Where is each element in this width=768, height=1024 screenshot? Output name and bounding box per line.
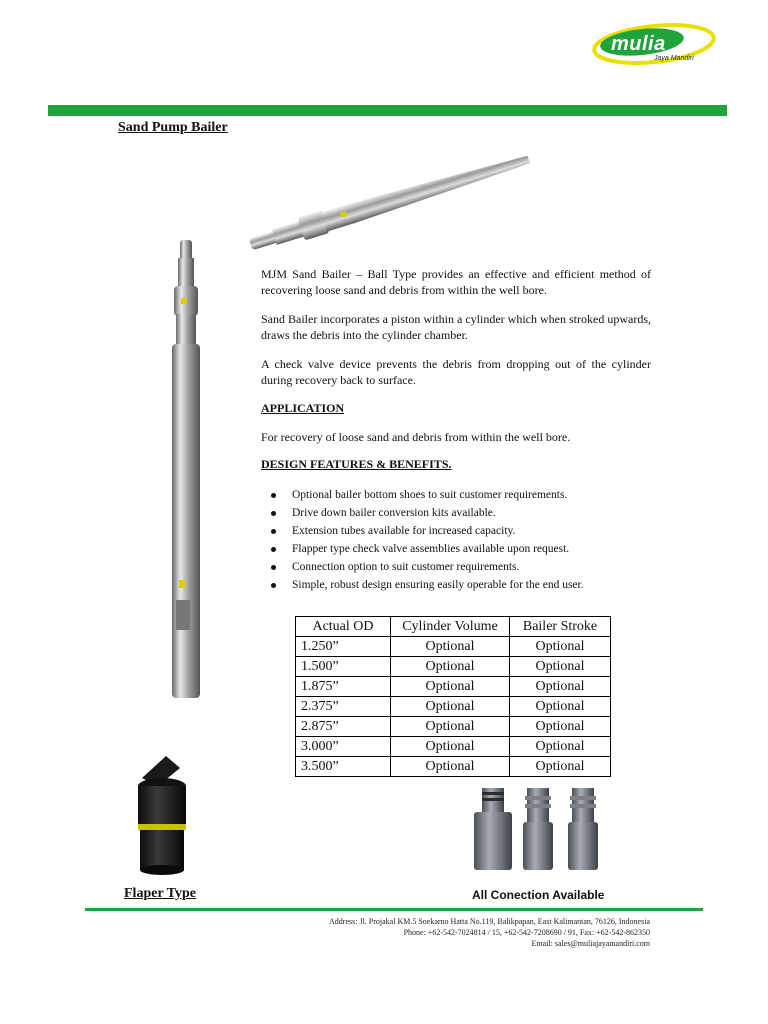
mechanism-paragraph: Sand Bailer incorporates a piston within a cylinder which when stroked upwards, draws the debris into the cylinder chamber.	[261, 312, 651, 342]
features-heading: DESIGN FEATURES & BENEFITS.	[261, 457, 452, 471]
table-cell: 1.500”	[296, 657, 391, 677]
list-item: Extension tubes available for increased capacity.	[270, 522, 584, 540]
table-cell: Optional	[510, 657, 611, 677]
bullet-icon	[271, 583, 276, 588]
flaper-type-caption: Flaper Type	[124, 886, 196, 901]
company-logo	[592, 22, 722, 68]
application-text: For recovery of loose sand and debris from within the well bore.	[261, 430, 571, 444]
intro-paragraph: MJM Sand Bailer – Ball Type provides an effective and efficient method of recovering loose sand and debris from within the well bore.	[261, 267, 651, 297]
table-cell: 2.375”	[296, 697, 391, 717]
table-cell: Optional	[510, 637, 611, 657]
footer-address: Address: Jl. Projakal KM.5 Soekarno Hatta No.119, Balikpapan, East Kalimantan, 76126, Indonesia	[329, 917, 650, 926]
list-item: Drive down bailer conversion kits available.	[270, 504, 584, 522]
table-cell: Optional	[391, 677, 510, 697]
column-header: Actual OD	[296, 617, 391, 637]
features-list	[270, 486, 584, 594]
table-row	[296, 757, 611, 777]
table-cell: Optional	[510, 737, 611, 757]
table-cell: Optional	[391, 657, 510, 677]
table-cell: 1.250”	[296, 637, 391, 657]
table-cell: Optional	[391, 737, 510, 757]
table-cell: Optional	[391, 697, 510, 717]
bullet-icon	[271, 529, 276, 534]
list-item: Simple, robust design ensuring easily operable for the end user.	[270, 576, 584, 594]
table-cell: Optional	[391, 717, 510, 737]
header-divider	[48, 105, 727, 116]
bullet-icon	[271, 565, 276, 570]
application-heading: APPLICATION	[261, 401, 345, 415]
table-cell: Optional	[391, 637, 510, 657]
table-cell: Optional	[510, 677, 611, 697]
table-cell: 2.875”	[296, 717, 391, 737]
table-cell: 3.000”	[296, 737, 391, 757]
table-cell: 3.500”	[296, 757, 391, 777]
spec-table	[295, 616, 611, 777]
connection-subs-image	[468, 786, 614, 876]
flapper-valve-image	[132, 756, 192, 876]
list-item: Connection option to suit customer requirements.	[270, 558, 584, 576]
table-row	[296, 737, 611, 757]
table-row	[296, 717, 611, 737]
list-item: Flapper type check valve assemblies available upon request.	[270, 540, 584, 558]
table-row	[296, 677, 611, 697]
connections-caption: All Conection Available	[472, 888, 605, 902]
footer-email: Email: sales@muliajayamandiri.com	[531, 939, 650, 948]
table-cell: 1.875”	[296, 677, 391, 697]
table-row	[296, 657, 611, 677]
table-cell: Optional	[510, 757, 611, 777]
footer-contact	[250, 916, 650, 949]
logo-tagline: Jaya Mandiri	[654, 55, 694, 62]
footer-phone: Phone: +62-542-7024814 / 15, +62-542-7208690 / 91, Fax: +62-542-862350	[403, 928, 650, 937]
table-header-row	[296, 617, 611, 637]
column-header: Bailer Stroke	[510, 617, 611, 637]
check-valve-paragraph: A check valve device prevents the debris from dropping out of the cylinder during recovery back to surface.	[261, 357, 651, 387]
table-cell: Optional	[510, 717, 611, 737]
table-row	[296, 697, 611, 717]
bailer-assembly-image	[162, 240, 212, 700]
bullet-icon	[271, 547, 276, 552]
column-header: Cylinder Volume	[391, 617, 510, 637]
list-item: Optional bailer bottom shoes to suit customer requirements.	[270, 486, 584, 504]
table-cell: Optional	[391, 757, 510, 777]
bullet-icon	[271, 493, 276, 498]
logo-brand: mulia	[611, 33, 666, 55]
page-title: Sand Pump Bailer	[118, 120, 228, 135]
table-row	[296, 637, 611, 657]
footer-divider	[85, 908, 703, 911]
bullet-icon	[271, 511, 276, 516]
table-cell: Optional	[510, 697, 611, 717]
bailer-tool-image	[240, 150, 530, 255]
